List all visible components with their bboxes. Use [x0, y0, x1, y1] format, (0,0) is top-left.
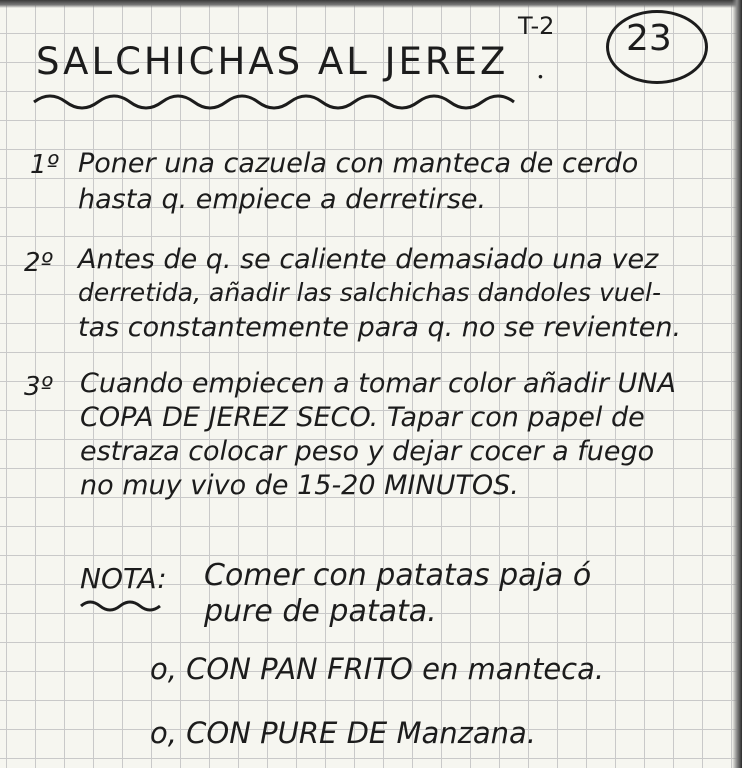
step-3-line-4: no muy vivo de 15-20 MINUTOS. — [80, 470, 519, 501]
nota-underline-wave — [78, 596, 174, 614]
nota-option-1: o, CON PAN FRITO en manteca. — [150, 652, 605, 686]
recipe-title: SALCHICHAS AL JEREZ — [36, 40, 509, 83]
title-underline-wave — [30, 88, 530, 114]
page-number: 23 — [626, 18, 672, 59]
step-2-line-1: Antes de q. se caliente demasiado una vez — [78, 244, 659, 275]
nota-label: NOTA: — [80, 562, 167, 595]
nota-line-2: pure de patata. — [204, 594, 437, 629]
nota-line-1: Comer con patatas paja ó — [204, 558, 592, 593]
title-period: . — [536, 52, 545, 85]
page-top-edge — [0, 0, 742, 8]
step-3-line-1: Cuando empiecen a tomar color añadir UNA — [80, 368, 676, 399]
step-2-line-2: derretida, añadir las salchichas dandoles vuel- — [78, 278, 661, 307]
step-3-number: 3º — [24, 372, 53, 402]
step-2-number: 2º — [24, 248, 53, 278]
reference-code: T-2 — [518, 12, 555, 40]
nota-option-2: o, CON PURE DE Manzana. — [150, 716, 536, 750]
step-2-line-3: tas constantemente para q. no se revienten. — [78, 312, 682, 343]
step-3-line-3: estraza colocar peso y dejar cocer a fuego — [80, 436, 655, 467]
step-1-number: 1º — [30, 150, 59, 180]
page-right-edge — [732, 0, 742, 768]
step-1-line-1: Poner una cazuela con manteca de cerdo — [78, 148, 639, 179]
step-3-line-2: COPA DE JEREZ SECO. Tapar con papel de — [80, 402, 645, 433]
step-1-line-2: hasta q. empiece a derretirse. — [78, 184, 487, 215]
